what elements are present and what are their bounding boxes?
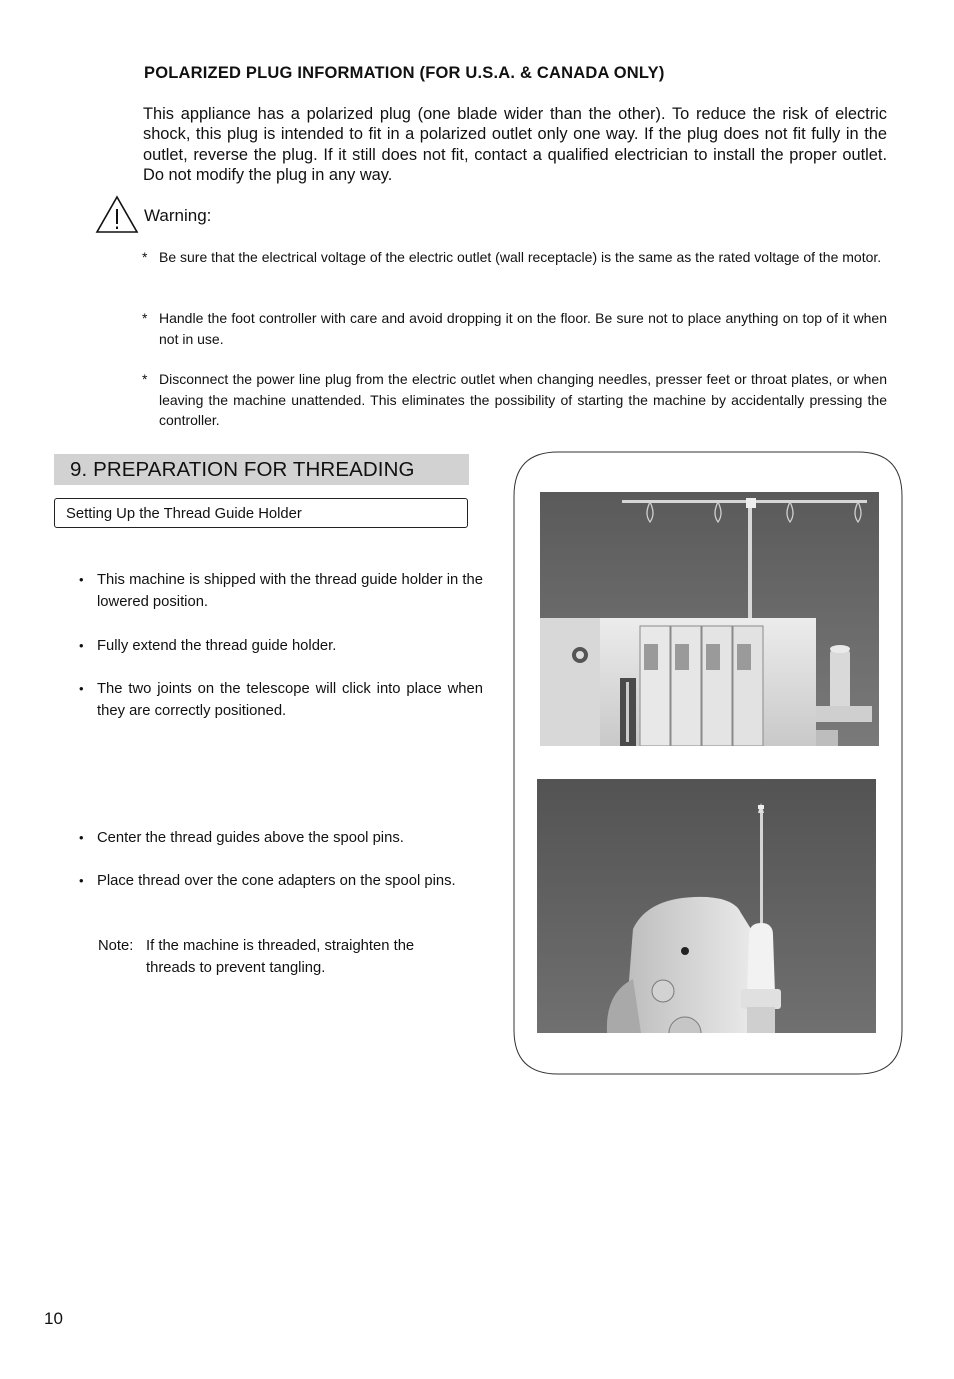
note-text-line: If the machine is threaded, straighten the xyxy=(146,938,415,954)
warning-item xyxy=(142,247,887,268)
asterisk-marker: * xyxy=(142,310,148,326)
list-item-text: Center the thread guides above the spool pins. xyxy=(97,830,404,846)
section-title: 9. PREPARATION FOR THREADING xyxy=(70,458,415,481)
list-item-text: Fully extend the thread guide holder. xyxy=(97,638,337,654)
list-item-text: This machine is shipped with the thread guide holder in the lowered position. xyxy=(97,572,483,610)
bullet-marker: • xyxy=(79,873,84,888)
subsection-title: Setting Up the Thread Guide Holder xyxy=(66,506,302,522)
warning-item-text: Be sure that the electrical voltage of the electric outlet (wall receptacle) is the same as the rated voltage of the motor. xyxy=(159,249,882,265)
photo-thread-cone-spool-pin xyxy=(537,779,876,1033)
plug-info-heading: POLARIZED PLUG INFORMATION (FOR U.S.A. & CANADA ONLY) xyxy=(144,64,665,82)
bullet-marker: • xyxy=(79,572,84,587)
list-item-text: The two joints on the telescope will click into place when they are correctly positioned. xyxy=(97,681,483,719)
warning-item-text: Handle the foot controller with care and avoid dropping it on the floor. Be sure not to place anything on top of it when not in use. xyxy=(159,310,887,347)
list-item xyxy=(79,827,483,849)
page-number: 10 xyxy=(44,1309,63,1328)
list-item xyxy=(79,870,483,892)
list-item xyxy=(79,569,483,613)
note-label: Note: xyxy=(98,938,134,954)
bullet-marker: • xyxy=(79,638,84,653)
note-text-line: threads to prevent tangling. xyxy=(146,960,326,976)
warning-triangle-icon xyxy=(95,195,139,235)
warning-label: Warning: xyxy=(144,206,212,225)
warning-item-text: Disconnect the power line plug from the electric outlet when changing needles, presser feet or throat plates, or when leaving the machine unattended. This eliminates the possibility of starting the machine by accidentally pressing the controller. xyxy=(159,371,887,428)
note xyxy=(98,935,481,979)
warning-item xyxy=(142,308,887,349)
list-item-text: Place thread over the cone adapters on the spool pins. xyxy=(97,873,456,889)
bullet-marker: • xyxy=(79,830,84,845)
list-item xyxy=(79,678,483,722)
photo-serger-thread-guide xyxy=(540,492,879,746)
bullet-marker: • xyxy=(79,681,84,696)
plug-info-paragraph: This appliance has a polarized plug (one blade wider than the other). To reduce the risk of electric shock, this plug is intended to fit in a polarized outlet only one way. If the plug does not fit fully in the outlet, reverse the plug. If it still does not fit, contact a qualified electrician to install the proper outlet. Do not modify the plug in any way. xyxy=(143,105,887,184)
list-item xyxy=(79,635,483,657)
warning-item xyxy=(142,369,887,431)
asterisk-marker: * xyxy=(142,371,148,387)
asterisk-marker: * xyxy=(142,249,148,265)
